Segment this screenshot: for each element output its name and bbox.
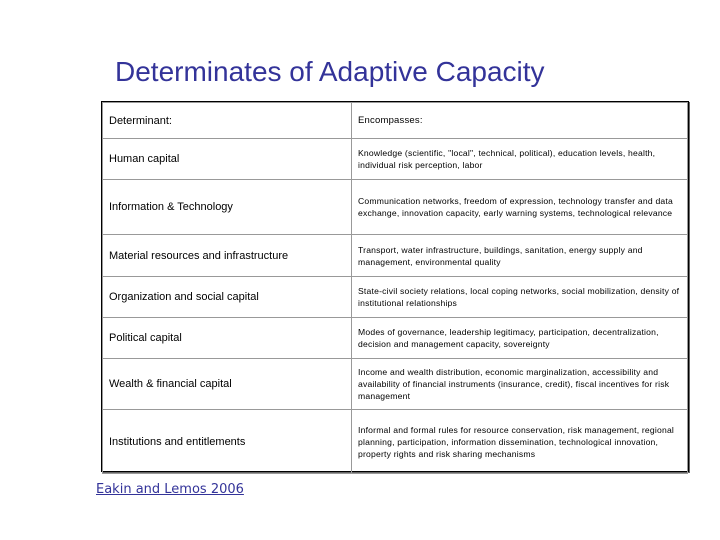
row-determinant: Wealth & financial capital [103, 359, 352, 410]
row-determinant: Human capital [103, 139, 352, 180]
slide-title: Determinates of Adaptive Capacity [115, 56, 545, 87]
header-encompasses: Encompasses: [352, 103, 688, 139]
header-determinant: Determinant: [103, 103, 352, 139]
row-encompasses: Informal and formal rules for resource conservation, risk management, regional planning, participation, information dissemination, technological innovation, property rights and risk sharing mechanisms [352, 410, 688, 474]
table-row [103, 139, 688, 180]
row-determinant: Institutions and entitlements [103, 410, 352, 474]
row-encompasses: Knowledge (scientific, "local", technical, political), education levels, health, individual risk perception, labor [352, 139, 688, 180]
row-determinant: Organization and social capital [103, 277, 352, 318]
table-row [103, 410, 688, 474]
table-row [103, 235, 688, 277]
table-row [103, 318, 688, 359]
row-determinant: Political capital [103, 318, 352, 359]
row-encompasses: Transport, water infrastructure, buildings, sanitation, energy supply and management, environmental quality [352, 235, 688, 277]
table-row [103, 277, 688, 318]
row-encompasses: State-civil society relations, local coping networks, social mobilization, density of institutional relationships [352, 277, 688, 318]
table-row [103, 359, 688, 410]
determinants-table-grid [102, 102, 688, 474]
row-determinant: Material resources and infrastructure [103, 235, 352, 277]
citation-link[interactable]: Eakin and Lemos 2006 [96, 482, 244, 497]
table-row [103, 180, 688, 235]
row-encompasses: Income and wealth distribution, economic marginalization, accessibility and availability of financial instruments (insurance, credit), fiscal incentives for risk management [352, 359, 688, 410]
row-encompasses: Modes of governance, leadership legitimacy, participation, decentralization, decision and management capacity, sovereignty [352, 318, 688, 359]
determinants-table [101, 101, 689, 472]
table-header-row [103, 103, 688, 139]
row-encompasses: Communication networks, freedom of expression, technology transfer and data exchange, innovation capacity, early warning systems, technological relevance [352, 180, 688, 235]
row-determinant: Information & Technology [103, 180, 352, 235]
